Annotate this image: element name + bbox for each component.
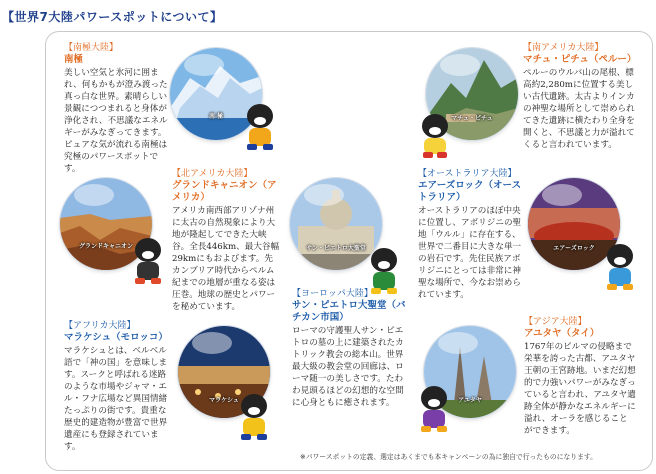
- globe-caption: マチュ・ピチュ: [451, 115, 493, 122]
- spot-description: マラケシュとは、ベルベル語で「神の国」を意味します。スークと呼ばれる迷路のような市場やジャマ・エル・フナ広場など異国情緒たっぷりの街です。貴重な歴史的建造物が豊富で世界遺産にも登録されています。: [64, 346, 168, 452]
- spot-region: 【北アメリカ大陸】: [172, 169, 253, 179]
- spot-name: マチュ・ピチュ（ペルー）: [523, 54, 637, 65]
- footnote: ※パワースポットの定義、選定はあくまでも本キャンペーンの為に独自で行ったものになります。: [300, 453, 597, 461]
- spot-name: エアーズロック（オーストラリア）: [418, 180, 522, 203]
- mascot-ayers-rock: [598, 240, 642, 292]
- mascot-marrakesh: [232, 388, 276, 444]
- globe-caption: マラケシュ: [209, 397, 239, 404]
- spot-name: 南極: [64, 54, 84, 65]
- globe-caption: グランドキャニオン: [78, 243, 133, 250]
- spot-name: サン・ピエトロ大聖堂（バチカン市国）: [292, 300, 406, 323]
- spot-region: 【南アメリカ大陸】: [523, 43, 604, 53]
- spot-name: グランドキャニオン（アメリカ）: [172, 180, 277, 203]
- globe-caption: サン・ピエトロ大聖堂: [306, 245, 366, 252]
- spot-description: ペルーのウルバ山の尾根、標高約2,280mに位置する美しい古代遺跡。太古よりインカの神聖な場所として崇められてきた遺跡に横たわり全身を開くと、不思議と力が溢れてくると言われています。: [523, 68, 635, 150]
- mascot-antarctica: [238, 100, 282, 152]
- spot-region: 【南極大陸】: [64, 43, 119, 53]
- mascot-ayutthaya: [412, 380, 456, 436]
- spot-region: 【ヨーロッパ大陸】: [292, 289, 373, 299]
- spot-region: 【アジア大陸】: [524, 317, 587, 327]
- spot-description: 1767年のビルマの侵略まで栄華を誇った古都、アユタヤ王朝の王宮跡地。いまだ幻想的で力強いパワーがみなぎっていると言われ、アユタヤ遺跡全体が静かなエネルギーに溢れ、オーラを感じることができます。: [524, 342, 636, 436]
- spot-description: 美しい空気と氷河に囲まれ、何もかもが澄み渡った真っ白な世界。素晴らしい景観につつまれると身体が浄化され、不思議なエネルギーがみなぎってきます。ピュアな気が流れる南極は究極のパワースポットです。: [64, 68, 168, 174]
- mascot-grand-canyon: [126, 232, 170, 288]
- spot-name: アユタヤ（タイ）: [524, 328, 600, 339]
- spot-description: ローマの守護聖人サン・ピエトロの墓の上に建築されたカトリック教会の総本山。世界最大級の教会堂の回廊は、ローマ随一の美しさです。たわわ見頭るほどの幻想的な空間に心身ともに癒されます。: [292, 326, 404, 408]
- spot-region: 【オーストラリア大陸】: [418, 169, 517, 179]
- page-title: 【世界7大陸パワースポットについて】: [2, 9, 223, 24]
- spot-st-peters-text: [292, 288, 408, 409]
- spot-antarctica-text: [64, 42, 168, 175]
- globe-caption: 南 極: [208, 113, 224, 120]
- globe-caption: エアーズロック: [553, 245, 595, 252]
- spot-grand-canyon-text: [172, 168, 280, 313]
- spot-description: アメリカ南西部アリゾナ州に太古の自然現象により大地が隆起してできた大峡谷。全長446km、最大谷幅29kmにもおよびます。先カンブリア時代からペルム紀までの地層が重なる姿は圧巻。地球の歴史とパワーを秘めています。: [172, 206, 280, 312]
- spot-ayutthaya-text: [524, 316, 636, 437]
- spot-marrakesh-text: [64, 320, 174, 453]
- spot-region: 【アフリカ大陸】: [64, 321, 136, 331]
- mascot-machu-picchu: [414, 110, 456, 160]
- spot-machu-picchu-text: [523, 42, 635, 151]
- spot-description: オーストラリアのほぼ中央に位置し、アボリジニの聖地「ウルル」に存在する、世界で二番目に大きな単一の岩石です。先住民族アボリジニにとっては非常に神聖な場所で、今なお崇められています。: [418, 206, 522, 300]
- spot-ayers-rock-text: [418, 168, 526, 301]
- spot-name: マラケシュ（モロッコ）: [64, 332, 168, 343]
- globe-caption: アユタヤ: [458, 397, 482, 404]
